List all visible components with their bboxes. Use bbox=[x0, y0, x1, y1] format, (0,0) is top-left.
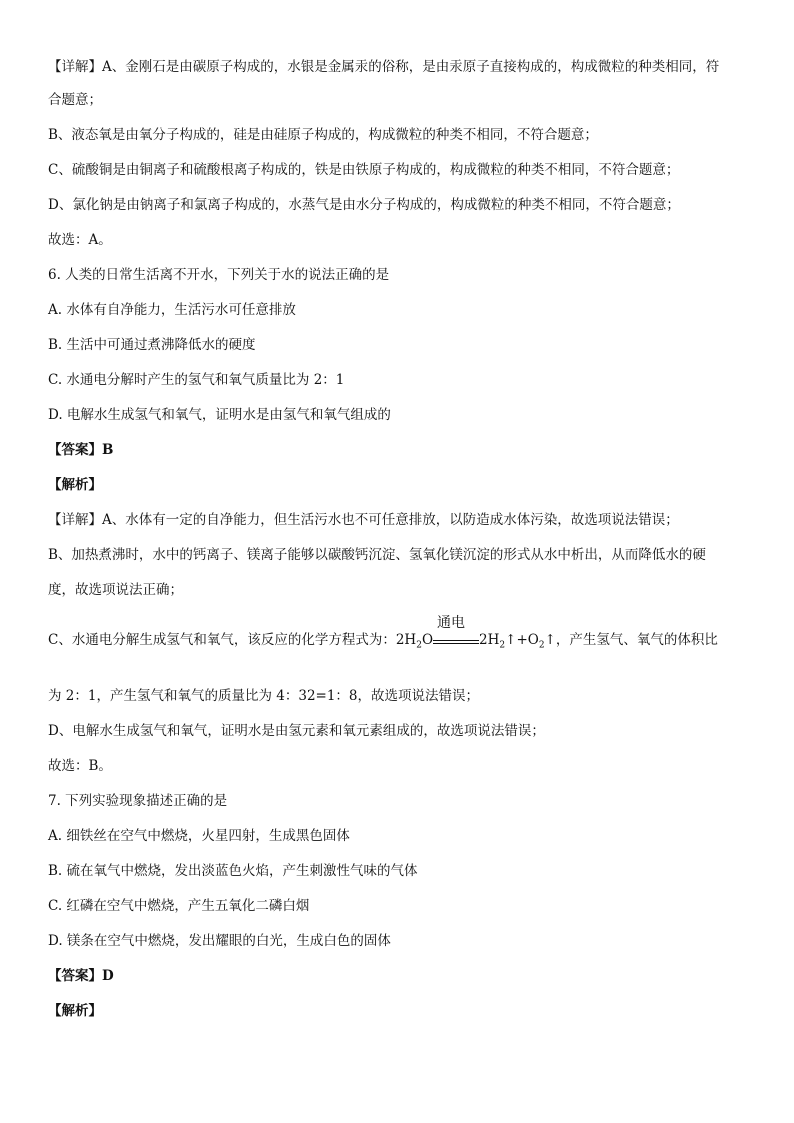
option-a: A. 水体有自净能力，生活污水可任意排放 bbox=[48, 302, 296, 318]
question-6: 6. 人类的日常生活离不开水，下列关于水的说法正确的是 bbox=[48, 267, 390, 283]
question-7: 7. 下列实验现象描述正确的是 bbox=[48, 793, 228, 809]
text-line: 度，故选项说法正确； bbox=[48, 582, 183, 598]
equation-intro: C、水通电分解生成氢气和氧气，该反应的化学方程式为： bbox=[48, 632, 396, 648]
text-line: C、硫酸铜是由铜离子和硫酸根离子构成的，铁是由铁原子构成的，构成微粒的种类不相同，不符合题意； bbox=[48, 162, 680, 178]
answer-label: 【答案】B bbox=[48, 442, 114, 458]
answer-label: 【答案】D bbox=[48, 968, 114, 984]
text-line: 为 2：1，产生氢气和氧气的质量比为 4：32=1：8，故选项说法错误； bbox=[48, 688, 480, 704]
option-a: A. 细铁丝在空气中燃烧，火星四射，生成黑色固体 bbox=[48, 828, 350, 844]
text-line: 故选：B。 bbox=[48, 758, 112, 774]
option-b: B. 硫在氧气中燃烧，发出淡蓝色火焰，产生刺激性气味的气体 bbox=[48, 863, 418, 879]
chemical-equation: $2H_2O$ 通电 $2H_2↑+O_2↑$ bbox=[395, 614, 556, 651]
equation-line bbox=[48, 614, 768, 656]
option-c: C. 红磷在空气中燃烧，产生五氧化二磷白烟 bbox=[48, 898, 310, 914]
text-line: 【详解】A、水体有一定的自净能力，但生活污水也不可任意排放，以防造成水体污染，故选项说法错误； bbox=[48, 512, 679, 528]
text-line: B、液态氧是由氧分子构成的，硅是由硅原子构成的，构成微粒的种类不相同，不符合题意； bbox=[48, 127, 598, 143]
text-line: D、电解水生成氢气和氧气，证明水是由氢元素和氧元素组成的，故选项说法错误； bbox=[48, 723, 545, 739]
option-d: D. 镁条在空气中燃烧，发出耀眼的白光，生成白色的固体 bbox=[48, 933, 391, 949]
text-line: B、加热煮沸时，水中的钙离子、镁离子能够以碳酸钙沉淀、氢氧化镁沉淀的形式从水中析出，从而降低水的硬 bbox=[48, 547, 706, 563]
text-line: 【详解】A、金刚石是由碳原子构成的，水银是金属汞的俗称，是由汞原子直接构成的，构成微粒的种类相同，符 bbox=[48, 59, 720, 75]
reaction-condition: 通电 bbox=[433, 631, 479, 651]
option-c: C. 水通电分解时产生的氢气和氧气质量比为 2：1 bbox=[48, 372, 345, 388]
option-b: B. 生活中可通过煮沸降低水的硬度 bbox=[48, 337, 256, 353]
text-line: D、氯化钠是由钠离子和氯离子构成的，水蒸气是由水分子构成的，构成微粒的种类不相同，不符合题意； bbox=[48, 197, 680, 213]
equation-tail: ，产生氢气、氧气的体积比 bbox=[555, 632, 718, 648]
analysis-label: 【解析】 bbox=[48, 1003, 102, 1019]
option-d: D. 电解水生成氢气和氧气，证明水是由氢气和氧气组成的 bbox=[48, 407, 391, 423]
analysis-label: 【解析】 bbox=[48, 477, 102, 493]
text-line: 故选：A。 bbox=[48, 232, 112, 248]
text-line: 合题意； bbox=[48, 92, 102, 108]
